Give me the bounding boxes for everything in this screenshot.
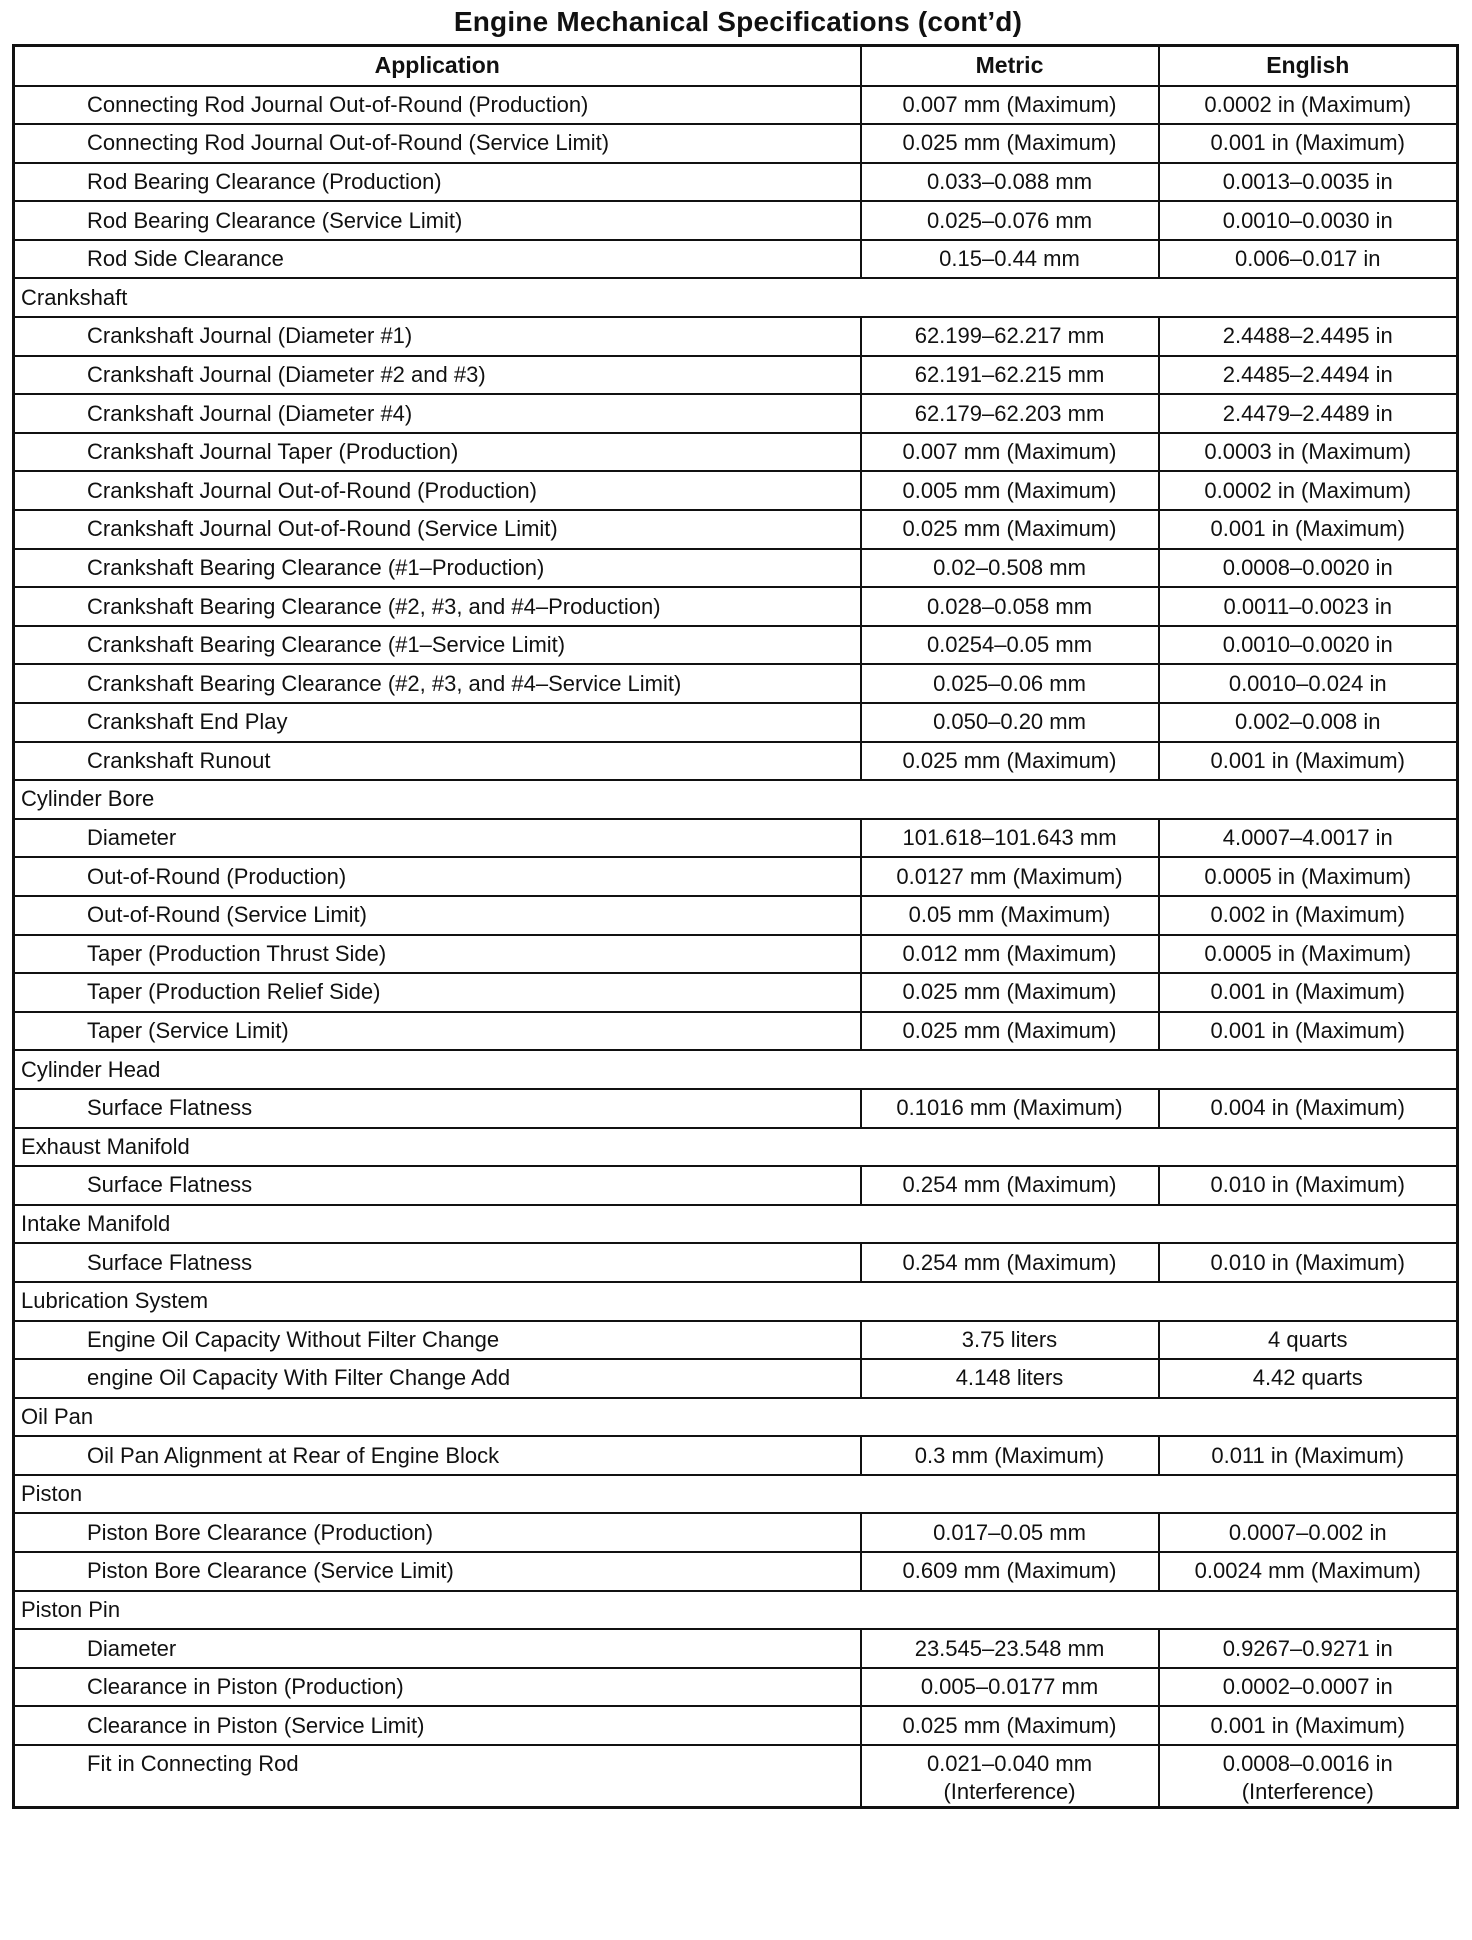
application-cell: Crankshaft Journal Taper (Production) bbox=[14, 433, 861, 472]
application-cell: Fit in Connecting Rod bbox=[14, 1745, 861, 1808]
section-empty-cell bbox=[861, 780, 1159, 819]
metric-cell bbox=[861, 1745, 1159, 1808]
english-cell: 0.001 in (Maximum) bbox=[1159, 1012, 1458, 1051]
application-cell: Taper (Production Thrust Side) bbox=[14, 935, 861, 974]
spec-row bbox=[14, 356, 1458, 395]
english-cell: 0.004 in (Maximum) bbox=[1159, 1089, 1458, 1128]
spec-row bbox=[14, 433, 1458, 472]
metric-cell: 62.199–62.217 mm bbox=[861, 317, 1159, 356]
metric-cell: 0.025 mm (Maximum) bbox=[861, 742, 1159, 781]
metric-cell: 0.0254–0.05 mm bbox=[861, 626, 1159, 665]
metric-cell: 4.148 liters bbox=[861, 1359, 1159, 1398]
metric-cell: 0.050–0.20 mm bbox=[861, 703, 1159, 742]
section-empty-cell bbox=[1159, 1398, 1458, 1437]
spec-row bbox=[14, 1436, 1458, 1475]
spec-table bbox=[12, 44, 1459, 1809]
metric-cell: 62.179–62.203 mm bbox=[861, 394, 1159, 433]
section-heading: Crankshaft bbox=[14, 278, 861, 317]
english-cell: 0.001 in (Maximum) bbox=[1159, 973, 1458, 1012]
english-cell: 0.001 in (Maximum) bbox=[1159, 510, 1458, 549]
spec-row bbox=[14, 1359, 1458, 1398]
section-row bbox=[14, 1475, 1458, 1514]
spec-row bbox=[14, 471, 1458, 510]
metric-cell: 3.75 liters bbox=[861, 1321, 1159, 1360]
metric-cell: 0.15–0.44 mm bbox=[861, 240, 1159, 279]
english-cell: 0.002 in (Maximum) bbox=[1159, 896, 1458, 935]
application-cell: Crankshaft Journal (Diameter #4) bbox=[14, 394, 861, 433]
metric-cell: 0.0127 mm (Maximum) bbox=[861, 857, 1159, 896]
spec-row bbox=[14, 1243, 1458, 1282]
spec-row bbox=[14, 935, 1458, 974]
application-cell: Diameter bbox=[14, 819, 861, 858]
application-cell: Clearance in Piston (Service Limit) bbox=[14, 1706, 861, 1745]
application-cell: Surface Flatness bbox=[14, 1089, 861, 1128]
application-cell: Surface Flatness bbox=[14, 1166, 861, 1205]
english-cell: 0.0005 in (Maximum) bbox=[1159, 857, 1458, 896]
application-cell: Crankshaft Bearing Clearance (#1–Production) bbox=[14, 549, 861, 588]
metric-cell: 0.254 mm (Maximum) bbox=[861, 1166, 1159, 1205]
section-empty-cell bbox=[1159, 780, 1458, 819]
spec-row bbox=[14, 163, 1458, 202]
application-cell: Crankshaft Bearing Clearance (#2, #3, and #4–Production) bbox=[14, 587, 861, 626]
spec-row bbox=[14, 1706, 1458, 1745]
application-cell: Crankshaft Bearing Clearance (#2, #3, and #4–Service Limit) bbox=[14, 664, 861, 703]
section-row bbox=[14, 1205, 1458, 1244]
application-cell: Rod Bearing Clearance (Production) bbox=[14, 163, 861, 202]
application-cell: Connecting Rod Journal Out-of-Round (Service Limit) bbox=[14, 124, 861, 163]
metric-cell: 0.3 mm (Maximum) bbox=[861, 1436, 1159, 1475]
application-cell: Diameter bbox=[14, 1629, 861, 1668]
section-heading: Piston Pin bbox=[14, 1591, 861, 1630]
english-cell: 4.42 quarts bbox=[1159, 1359, 1458, 1398]
spec-row bbox=[14, 896, 1458, 935]
english-cell: 0.0008–0.0020 in bbox=[1159, 549, 1458, 588]
section-heading: Exhaust Manifold bbox=[14, 1128, 861, 1167]
section-row bbox=[14, 780, 1458, 819]
application-cell: Taper (Service Limit) bbox=[14, 1012, 861, 1051]
section-empty-cell bbox=[861, 1591, 1159, 1630]
section-empty-cell bbox=[861, 278, 1159, 317]
section-row bbox=[14, 1282, 1458, 1321]
section-empty-cell bbox=[1159, 1128, 1458, 1167]
spec-row bbox=[14, 1745, 1458, 1808]
application-cell: Surface Flatness bbox=[14, 1243, 861, 1282]
english-cell bbox=[1159, 1745, 1458, 1808]
english-cell: 4 quarts bbox=[1159, 1321, 1458, 1360]
spec-row bbox=[14, 742, 1458, 781]
english-cell: 2.4479–2.4489 in bbox=[1159, 394, 1458, 433]
metric-cell: 0.033–0.088 mm bbox=[861, 163, 1159, 202]
spec-row bbox=[14, 201, 1458, 240]
metric-cell: 0.028–0.058 mm bbox=[861, 587, 1159, 626]
english-cell: 0.0005 in (Maximum) bbox=[1159, 935, 1458, 974]
header-application: Application bbox=[14, 46, 861, 86]
application-cell: Rod Side Clearance bbox=[14, 240, 861, 279]
metric-cell: 0.012 mm (Maximum) bbox=[861, 935, 1159, 974]
metric-cell: 0.025 mm (Maximum) bbox=[861, 510, 1159, 549]
spec-row bbox=[14, 1629, 1458, 1668]
metric-cell: 23.545–23.548 mm bbox=[861, 1629, 1159, 1668]
spec-row bbox=[14, 124, 1458, 163]
metric-cell: 0.025 mm (Maximum) bbox=[861, 1012, 1159, 1051]
english-cell: 4.0007–4.0017 in bbox=[1159, 819, 1458, 858]
section-empty-cell bbox=[861, 1128, 1159, 1167]
header-row bbox=[14, 46, 1458, 86]
section-heading: Cylinder Head bbox=[14, 1050, 861, 1089]
english-cell: 2.4488–2.4495 in bbox=[1159, 317, 1458, 356]
application-cell: Piston Bore Clearance (Service Limit) bbox=[14, 1552, 861, 1591]
section-empty-cell bbox=[861, 1475, 1159, 1514]
metric-cell: 0.005–0.0177 mm bbox=[861, 1668, 1159, 1707]
section-row bbox=[14, 1591, 1458, 1630]
english-cell: 0.0002 in (Maximum) bbox=[1159, 86, 1458, 125]
english-cell: 0.010 in (Maximum) bbox=[1159, 1166, 1458, 1205]
metric-cell: 0.007 mm (Maximum) bbox=[861, 86, 1159, 125]
spec-row bbox=[14, 1552, 1458, 1591]
section-empty-cell bbox=[1159, 1282, 1458, 1321]
section-heading: Lubrication System bbox=[14, 1282, 861, 1321]
section-empty-cell bbox=[861, 1282, 1159, 1321]
metric-value: 0.021–0.040 mm bbox=[926, 1751, 1093, 1777]
section-empty-cell bbox=[1159, 1475, 1458, 1514]
english-cell: 0.0010–0.0020 in bbox=[1159, 626, 1458, 665]
spec-row bbox=[14, 819, 1458, 858]
section-empty-cell bbox=[1159, 278, 1458, 317]
section-empty-cell bbox=[1159, 1591, 1458, 1630]
english-cell: 0.002–0.008 in bbox=[1159, 703, 1458, 742]
spec-row bbox=[14, 857, 1458, 896]
application-cell: Rod Bearing Clearance (Service Limit) bbox=[14, 201, 861, 240]
spec-row bbox=[14, 703, 1458, 742]
metric-cell: 0.005 mm (Maximum) bbox=[861, 471, 1159, 510]
spec-row bbox=[14, 1089, 1458, 1128]
spec-table-body bbox=[14, 86, 1458, 1808]
section-row bbox=[14, 278, 1458, 317]
english-cell: 0.0013–0.0035 in bbox=[1159, 163, 1458, 202]
metric-cell: 0.017–0.05 mm bbox=[861, 1513, 1159, 1552]
spec-row bbox=[14, 973, 1458, 1012]
spec-row bbox=[14, 510, 1458, 549]
english-cell: 2.4485–2.4494 in bbox=[1159, 356, 1458, 395]
english-cell: 0.0011–0.0023 in bbox=[1159, 587, 1458, 626]
spec-row bbox=[14, 1166, 1458, 1205]
section-heading: Cylinder Bore bbox=[14, 780, 861, 819]
section-heading: Piston bbox=[14, 1475, 861, 1514]
english-cell: 0.0010–0.0030 in bbox=[1159, 201, 1458, 240]
application-cell: Out-of-Round (Service Limit) bbox=[14, 896, 861, 935]
application-cell: Crankshaft End Play bbox=[14, 703, 861, 742]
spec-row bbox=[14, 86, 1458, 125]
section-heading: Oil Pan bbox=[14, 1398, 861, 1437]
page-title: Engine Mechanical Specifications (cont’d) bbox=[453, 6, 1023, 37]
metric-cell: 0.025 mm (Maximum) bbox=[861, 973, 1159, 1012]
application-cell: Crankshaft Journal Out-of-Round (Production) bbox=[14, 471, 861, 510]
section-empty-cell bbox=[1159, 1050, 1458, 1089]
spec-row bbox=[14, 394, 1458, 433]
application-cell: Clearance in Piston (Production) bbox=[14, 1668, 861, 1707]
spec-row bbox=[14, 317, 1458, 356]
section-empty-cell bbox=[861, 1050, 1159, 1089]
english-cell: 0.0003 in (Maximum) bbox=[1159, 433, 1458, 472]
section-empty-cell bbox=[1159, 1205, 1458, 1244]
spec-row bbox=[14, 1513, 1458, 1552]
spec-row bbox=[14, 664, 1458, 703]
application-cell: engine Oil Capacity With Filter Change Add bbox=[14, 1359, 861, 1398]
spec-row bbox=[14, 587, 1458, 626]
application-cell: Crankshaft Journal Out-of-Round (Service Limit) bbox=[14, 510, 861, 549]
metric-cell: 0.025 mm (Maximum) bbox=[861, 124, 1159, 163]
metric-cell: 101.618–101.643 mm bbox=[861, 819, 1159, 858]
english-value: 0.0008–0.0016 in bbox=[1222, 1751, 1393, 1777]
application-cell: Connecting Rod Journal Out-of-Round (Production) bbox=[14, 86, 861, 125]
application-cell: Piston Bore Clearance (Production) bbox=[14, 1513, 861, 1552]
application-cell: Crankshaft Bearing Clearance (#1–Service Limit) bbox=[14, 626, 861, 665]
section-empty-cell bbox=[861, 1205, 1159, 1244]
metric-cell: 0.025 mm (Maximum) bbox=[861, 1706, 1159, 1745]
english-cell: 0.006–0.017 in bbox=[1159, 240, 1458, 279]
english-cell: 0.001 in (Maximum) bbox=[1159, 124, 1458, 163]
section-row bbox=[14, 1128, 1458, 1167]
english-cell: 0.0024 mm (Maximum) bbox=[1159, 1552, 1458, 1591]
header-english: English bbox=[1159, 46, 1458, 86]
english-cell: 0.001 in (Maximum) bbox=[1159, 1706, 1458, 1745]
header-metric: Metric bbox=[861, 46, 1159, 86]
section-row bbox=[14, 1398, 1458, 1437]
section-row bbox=[14, 1050, 1458, 1089]
english-cell: 0.0010–0.024 in bbox=[1159, 664, 1458, 703]
english-cell: 0.011 in (Maximum) bbox=[1159, 1436, 1458, 1475]
application-cell: Out-of-Round (Production) bbox=[14, 857, 861, 896]
application-cell: Engine Oil Capacity Without Filter Change bbox=[14, 1321, 861, 1360]
application-cell: Taper (Production Relief Side) bbox=[14, 973, 861, 1012]
application-cell: Crankshaft Runout bbox=[14, 742, 861, 781]
english-cell: 0.0007–0.002 in bbox=[1159, 1513, 1458, 1552]
metric-cell: 0.254 mm (Maximum) bbox=[861, 1243, 1159, 1282]
metric-cell: 0.025–0.076 mm bbox=[861, 201, 1159, 240]
english-note: (Interference) bbox=[1241, 1779, 1374, 1805]
english-cell: 0.0002–0.0007 in bbox=[1159, 1668, 1458, 1707]
metric-cell: 0.1016 mm (Maximum) bbox=[861, 1089, 1159, 1128]
metric-cell: 0.025–0.06 mm bbox=[861, 664, 1159, 703]
application-cell: Crankshaft Journal (Diameter #1) bbox=[14, 317, 861, 356]
metric-cell: 0.05 mm (Maximum) bbox=[861, 896, 1159, 935]
spec-row bbox=[14, 549, 1458, 588]
english-cell: 0.001 in (Maximum) bbox=[1159, 742, 1458, 781]
metric-cell: 62.191–62.215 mm bbox=[861, 356, 1159, 395]
section-empty-cell bbox=[861, 1398, 1159, 1437]
application-cell: Oil Pan Alignment at Rear of Engine Block bbox=[14, 1436, 861, 1475]
spec-row bbox=[14, 1668, 1458, 1707]
metric-cell: 0.02–0.508 mm bbox=[861, 549, 1159, 588]
english-cell: 0.010 in (Maximum) bbox=[1159, 1243, 1458, 1282]
spec-row bbox=[14, 1012, 1458, 1051]
english-cell: 0.9267–0.9271 in bbox=[1159, 1629, 1458, 1668]
section-heading: Intake Manifold bbox=[14, 1205, 861, 1244]
application-cell: Crankshaft Journal (Diameter #2 and #3) bbox=[14, 356, 861, 395]
spec-row bbox=[14, 626, 1458, 665]
metric-note: (Interference) bbox=[943, 1779, 1076, 1805]
english-cell: 0.0002 in (Maximum) bbox=[1159, 471, 1458, 510]
metric-cell: 0.007 mm (Maximum) bbox=[861, 433, 1159, 472]
spec-row bbox=[14, 1321, 1458, 1360]
spec-row bbox=[14, 240, 1458, 279]
metric-cell: 0.609 mm (Maximum) bbox=[861, 1552, 1159, 1591]
